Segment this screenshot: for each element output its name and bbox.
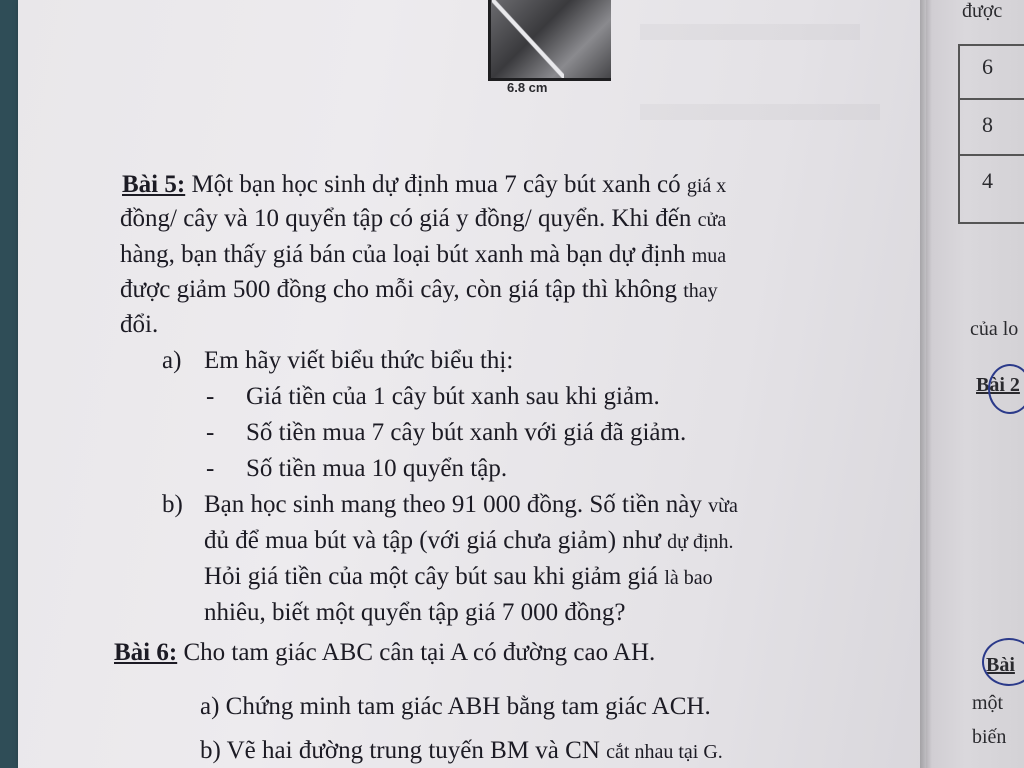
table-cell: 6 [982,54,993,79]
bai6-b-small: cắt nhau tại G. [606,741,723,763]
bai5-bullet-1: Giá tiền của 1 cây bút xanh sau khi giảm. [246,383,660,410]
right-top-text: được [962,0,1003,22]
right-cua-text: của lo [970,318,1019,340]
table-divider [958,98,1024,100]
bai6-b-main: b) Vẽ hai đường trung tuyến BM và CN [200,737,600,764]
bai5-line1-small: giá x [686,175,727,197]
bai5-part-b-line-3 [204,564,713,589]
bai5-part-b-line-4: nhiêu, biết một quyển tập giá 7 000 đồng? [204,599,626,626]
bai5-title: Bài 5: [122,171,186,198]
bai5-b-line1-main: Bạn học sinh mang theo 91 000 đồng. Số tiền này [204,491,702,518]
bai5-line1-main: Một bạn học sinh dự định mua 7 cây bút xanh có [191,171,681,198]
table-cell: 4 [982,168,993,193]
bai5-part-b-label: b) [162,491,183,518]
bai5-b-line1-small: vừa [708,495,738,517]
bai5-bullet-3: Số tiền mua 10 quyển tập. [246,455,508,482]
right-mot-text: một [972,692,1004,714]
right-bai-text: Bài [986,654,1015,676]
bai5-line-2 [120,206,726,231]
bai5-b-line2-small: dự định. [667,531,734,553]
bai5-part-a-label: a) [162,347,182,374]
bleed-through [640,24,860,40]
bai5-line3-main: hàng, bạn thấy giá bán của loại bút xanh mà bạn dự định [120,241,686,268]
bai5-line-4 [120,277,718,302]
bai5-part-b-line-1 [204,492,738,517]
bai6-text: Cho tam giác ABC cân tại A có đường cao AH. [183,639,656,666]
bleed-through [640,104,880,120]
right-bien-text: biến [972,726,1007,748]
bai5-line4-main: được giảm 500 đồng cho mỗi cây, còn giá tập thì không [120,276,677,303]
bai5-line-3 [120,242,726,267]
bai6-part-a: a) Chứng minh tam giác ABH bằng tam giác ACH. [200,693,711,720]
table-divider [958,154,1024,156]
bai5-part-b-line-2 [204,528,734,553]
bai5-bullet-2: Số tiền mua 7 cây bút xanh với giá đã giảm. [246,419,687,446]
bullet-mark: - [206,419,215,446]
bai5-line4-small: thay [683,280,718,302]
bai5-b-line3-small: là bao [664,567,713,589]
table-cell: 8 [982,112,993,137]
bai6-title: Bài 6: [114,639,178,666]
bai5-part-a-text: Em hãy viết biểu thức biểu thị: [204,347,514,374]
bai5-b-line3-main: Hỏi giá tiền của một cây bút sau khi giảm giá [204,563,659,590]
bullet-mark: - [206,383,215,410]
right-bai2-text: Bài 2 [976,374,1020,396]
bai5-line2-small: cửa [697,209,727,231]
bai5-line2-main: đồng/ cây và 10 quyển tập có giá y đồng/ quyển. Khi đến [120,205,692,232]
bai5-line-1 [122,172,726,197]
bai6-part-b [200,738,723,763]
diagram-diagonal [492,0,564,78]
bai5-line-5: đổi. [120,311,159,338]
page-fold [920,0,932,768]
bai5-b-line2-main: đủ để mua bút và tập (với giá chưa giảm) như [204,527,661,554]
bullet-mark: - [206,455,215,482]
bai5-line3-small: mua [691,245,727,267]
bai6-line-1 [114,640,655,665]
figure-measure-label: 6.8 cm [507,80,548,95]
pen-circle-mark [988,364,1024,414]
